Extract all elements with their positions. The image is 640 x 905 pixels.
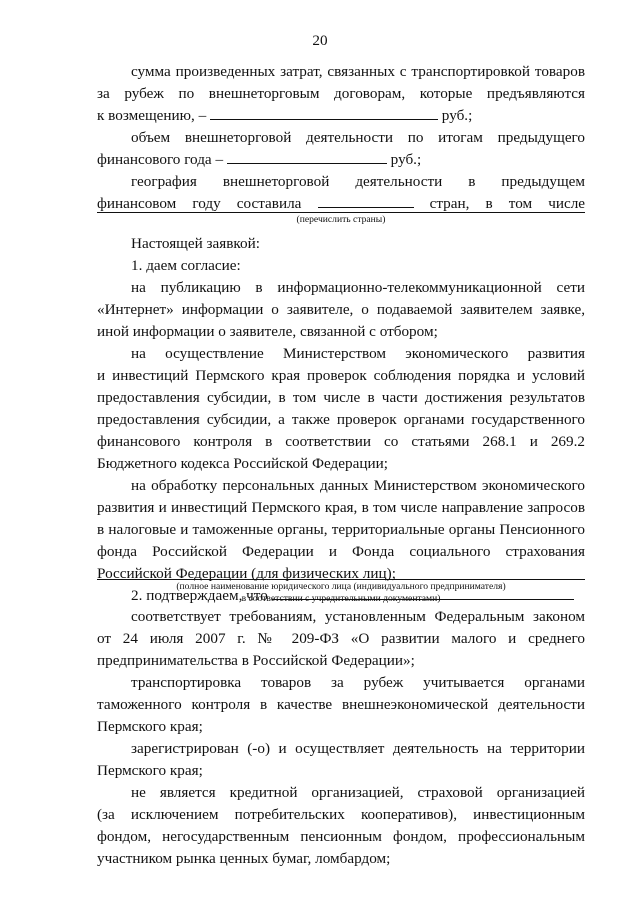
blank-field-compensation-amount[interactable]: [210, 105, 438, 120]
blank-field-country-count[interactable]: [318, 193, 414, 208]
text-line: зарегистрирован (-о) и осуществляет деятельность на территории: [131, 740, 585, 757]
text-line: фонда Российской Федерации и Фонда социального страхования: [97, 543, 585, 560]
text-line: транспортировка товаров за рубеж учитывается органами: [131, 674, 585, 691]
text-line: не является кредитной организацией, страховой организацией: [131, 784, 585, 801]
text-line: фондом, негосударственным пенсионным фондом, профессиональным: [97, 828, 585, 845]
text-line: 1. даем согласие:: [131, 257, 241, 274]
text-line: и инвестиций Пермского края проверок соблюдения порядка и условий: [97, 367, 585, 384]
text-line: соответствует требованиям, установленным Федеральным законом: [131, 608, 585, 625]
text-line: таможенного контроля в качестве внешнеэкономической деятельности: [97, 696, 585, 713]
hint-applicant-name: (полное наименование юридического лица (индивидуального предпринимателя) в соответствии с учредительными документами): [176, 581, 506, 604]
text-line: развития и инвестиций Пермского края, в том числе направление запросов: [97, 499, 585, 516]
costs-section: [97, 61, 585, 215]
text-line: «Интернет» информации о заявителе, о подаваемой заявителем заявке,: [97, 301, 585, 318]
consent-section: [97, 233, 585, 607]
hint-countries: (перечислить страны): [296, 214, 386, 225]
blank-field-trade-volume[interactable]: [227, 149, 387, 164]
text-line: за рубеж по внешнеторговым договорам, которые предъявляются: [97, 85, 585, 102]
text-line: финансовом году составила стран, в том числе: [97, 195, 586, 212]
text-line: Пермского края;: [97, 762, 203, 779]
text-line: на осуществление Министерством экономического развития: [131, 345, 585, 362]
text-line: сумма произведенных затрат, связанных с транспортировкой товаров: [131, 63, 585, 80]
text-line: предпринимательства в Российской Федерации»;: [97, 652, 415, 669]
text-line: Настоящей заявкой:: [131, 235, 260, 252]
text-line: Бюджетного кодекса Российской Федерации;: [97, 455, 388, 472]
blank-field-countries-list[interactable]: [97, 212, 585, 213]
page-number: 20: [312, 32, 328, 49]
text-line: предоставления субсидии, в том числе в части достижения результатов: [97, 389, 585, 406]
text-line: финансового контроля в соответствии со статьями 268.1 и 269.2: [97, 433, 585, 450]
text-line: предоставления субсидии, а также проверок органами государственного: [97, 411, 585, 428]
text-line: на публикацию в информационно-телекоммуникационной сети: [131, 279, 585, 296]
text-line: (за исключением потребительских кооперативов), инвестиционным: [97, 806, 585, 823]
text-line: от 24 июля 2007 г. № 209-ФЗ «О развитии малого и среднего: [97, 630, 585, 647]
text-line: участником рынка ценных бумаг, ломбардом;: [97, 850, 391, 867]
text-line: Российской Федерации (для физических лиц);: [97, 565, 396, 582]
text-line: иной информации о заявителе, связанной с отбором;: [97, 323, 438, 340]
text-line: Пермского края;: [97, 718, 203, 735]
text-line: в налоговые и таможенные органы, территориальные органы Пенсионного: [97, 521, 585, 538]
blank-field-applicant-name-continued[interactable]: [97, 579, 585, 580]
text-line: на обработку персональных данных Министерством экономического: [131, 477, 585, 494]
confirmation-section: [97, 606, 585, 870]
text-line: финансового года – руб.;: [97, 151, 422, 168]
text-line: география внешнеторговой деятельности в предыдущем: [131, 173, 585, 190]
text-line: 2. подтверждаем, что: [97, 585, 585, 607]
text-line: объем внешнеторговой деятельности по итогам предыдущего: [131, 129, 585, 146]
text-line: к возмещению, – руб.;: [97, 107, 473, 124]
